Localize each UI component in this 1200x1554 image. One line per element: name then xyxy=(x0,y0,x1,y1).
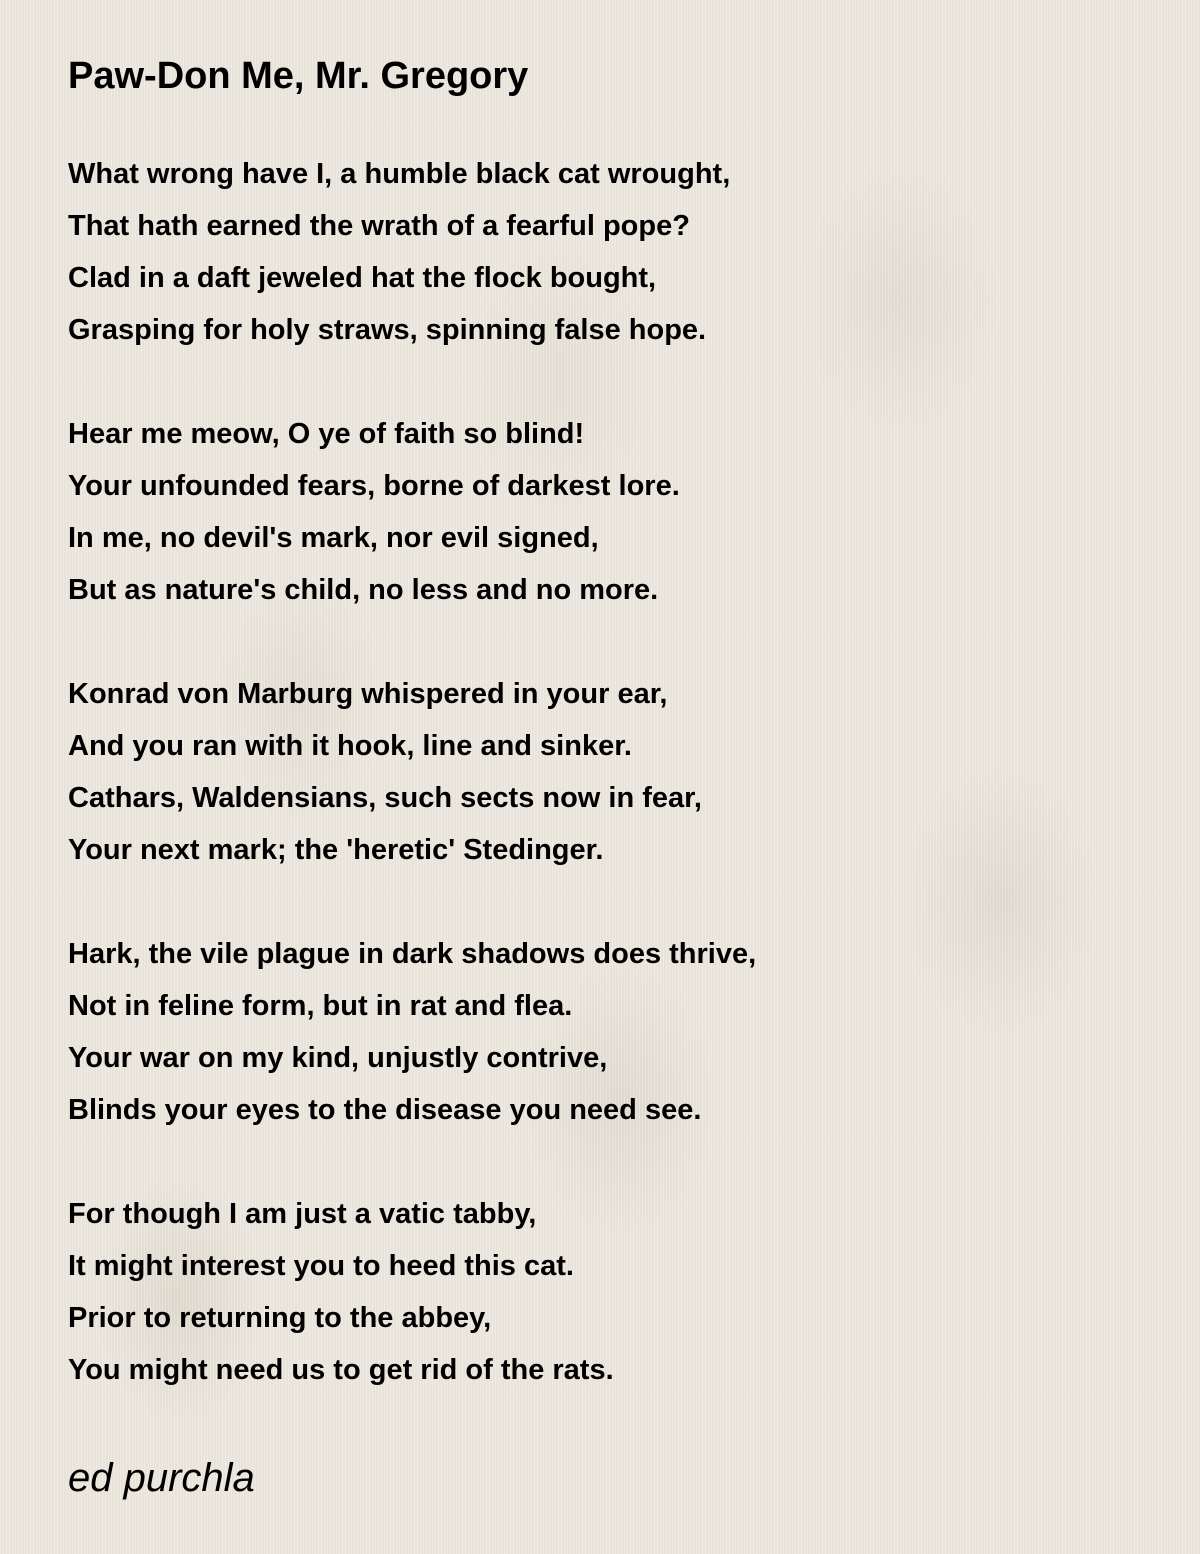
poem-line: Your unfounded fears, borne of darkest lore. xyxy=(68,470,680,502)
poem-page xyxy=(68,50,1148,1506)
poem-line: Hear me meow, O ye of faith so blind! xyxy=(68,418,585,450)
poem-line: You might need us to get rid of the rats. xyxy=(68,1354,614,1386)
poem-line: Not in feline form, but in rat and flea. xyxy=(68,990,573,1022)
poem-line: In me, no devil's mark, nor evil signed, xyxy=(68,522,599,554)
poem-line: Grasping for holy straws, spinning false hope. xyxy=(68,314,707,346)
poem-line: Blinds your eyes to the disease you need see. xyxy=(68,1094,702,1126)
poem-line: Your war on my kind, unjustly contrive, xyxy=(68,1042,608,1074)
poem-title: Paw-Don Me, Mr. Gregory xyxy=(68,55,529,97)
poem-line: Konrad von Marburg whispered in your ear, xyxy=(68,678,668,710)
stanza-2 xyxy=(68,408,1148,616)
poem-line: Prior to returning to the abbey, xyxy=(68,1302,492,1334)
poem-body xyxy=(68,148,1148,1396)
poem-line: It might interest you to heed this cat. xyxy=(68,1250,574,1282)
stanza-4 xyxy=(68,928,1148,1136)
poem-line: Clad in a daft jeweled hat the flock bought, xyxy=(68,262,657,294)
poem-line: And you ran with it hook, line and sinker. xyxy=(68,730,632,762)
poem-line: Hark, the vile plague in dark shadows does thrive, xyxy=(68,938,757,970)
poem-line: Cathars, Waldensians, such sects now in fear, xyxy=(68,782,702,814)
poem-line: Your next mark; the 'heretic' Stedinger. xyxy=(68,834,604,866)
stanza-5 xyxy=(68,1188,1148,1396)
stanza-3 xyxy=(68,668,1148,876)
poem-line: What wrong have I, a humble black cat wrought, xyxy=(68,158,731,190)
stanza-1 xyxy=(68,148,1148,356)
poem-author: ed purchla xyxy=(68,1456,255,1500)
poem-line: That hath earned the wrath of a fearful pope? xyxy=(68,210,690,242)
poem-line: But as nature's child, no less and no more. xyxy=(68,574,659,606)
poem-line: For though I am just a vatic tabby, xyxy=(68,1198,537,1230)
